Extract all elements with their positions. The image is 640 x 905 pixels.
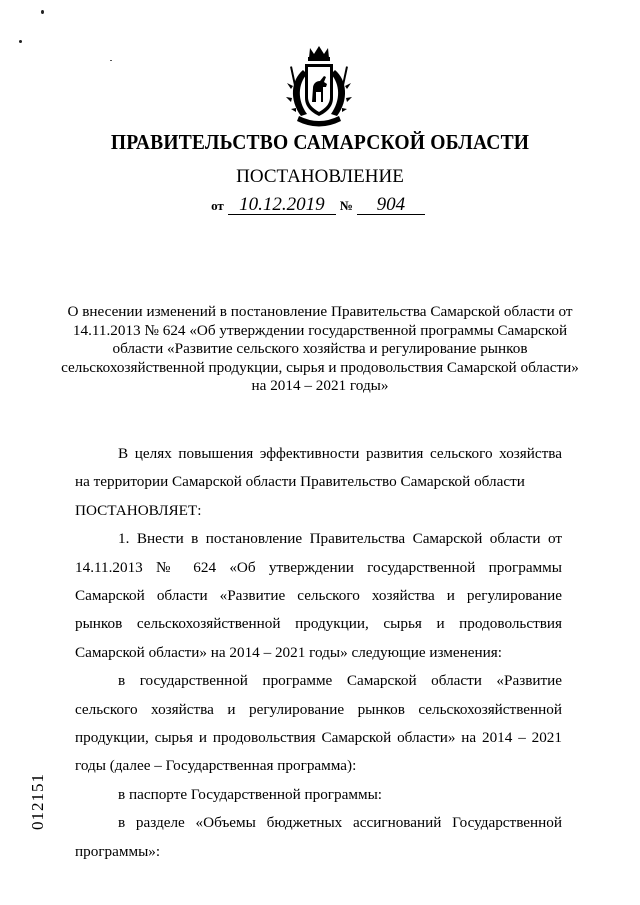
number-prefix: № [339,198,353,213]
scan-speck [110,60,112,61]
body-paragraph: ПОСТАНОВЛЯЕТ: [75,501,202,519]
document-number: 904 [357,196,425,215]
document-heading: О внесении изменений в постановление Правительства Самарской области от 14.11.2013 № 624 «Об утверждении государственной программы Самарской области «Развитие сельского хозяйства и регулирование рынков сельскохозяйственной продукции, сырья и продовольствия Самарской области» на 2014 – 2021 годы» [61,303,579,395]
body-paragraph: в государственной программе Самарской области «Развитие сельского хозяйства и регулирование рынков сельскохозяйственной продукции, сырья и продовольствия Самарской области» на 2014 – 2021 годы (далее – Государственная программа): [75,672,562,775]
scan-speck [19,40,22,43]
samara-coat-of-arms-icon [283,42,355,128]
government-title: ПРАВИТЕЛЬСТВО САМАРСКОЙ ОБЛАСТИ [110,130,530,154]
scan-speck [41,10,44,14]
body-paragraph: В целях повышения эффективности развития сельского хозяйства на территории Самарской области Правительство Самарской области [75,445,562,491]
body-paragraph: в паспорте Государственной программы: [118,785,383,803]
date-prefix: от [211,198,224,213]
document-body [75,440,562,866]
document-date: 10.12.2019 [228,196,336,215]
stamp-number: 012151 [28,773,47,831]
body-paragraph: 1. Внести в постановление Правительства Самарской области от 14.11.2013 № 624 «Об утверждении государственной программы Самарской области «Развитие сельского хозяйства и регулирование рынков сельскохозяйственной продукции, сырья и продовольствия Самарской области» на 2014 – 2021 годы» следующие изменения: [75,530,562,661]
body-paragraph: в разделе «Объемы бюджетных ассигнований Государственной программы»: [75,814,562,860]
document-date-number-line [0,196,640,215]
document-type: ПОСТАНОВЛЕНИЕ [236,166,404,187]
